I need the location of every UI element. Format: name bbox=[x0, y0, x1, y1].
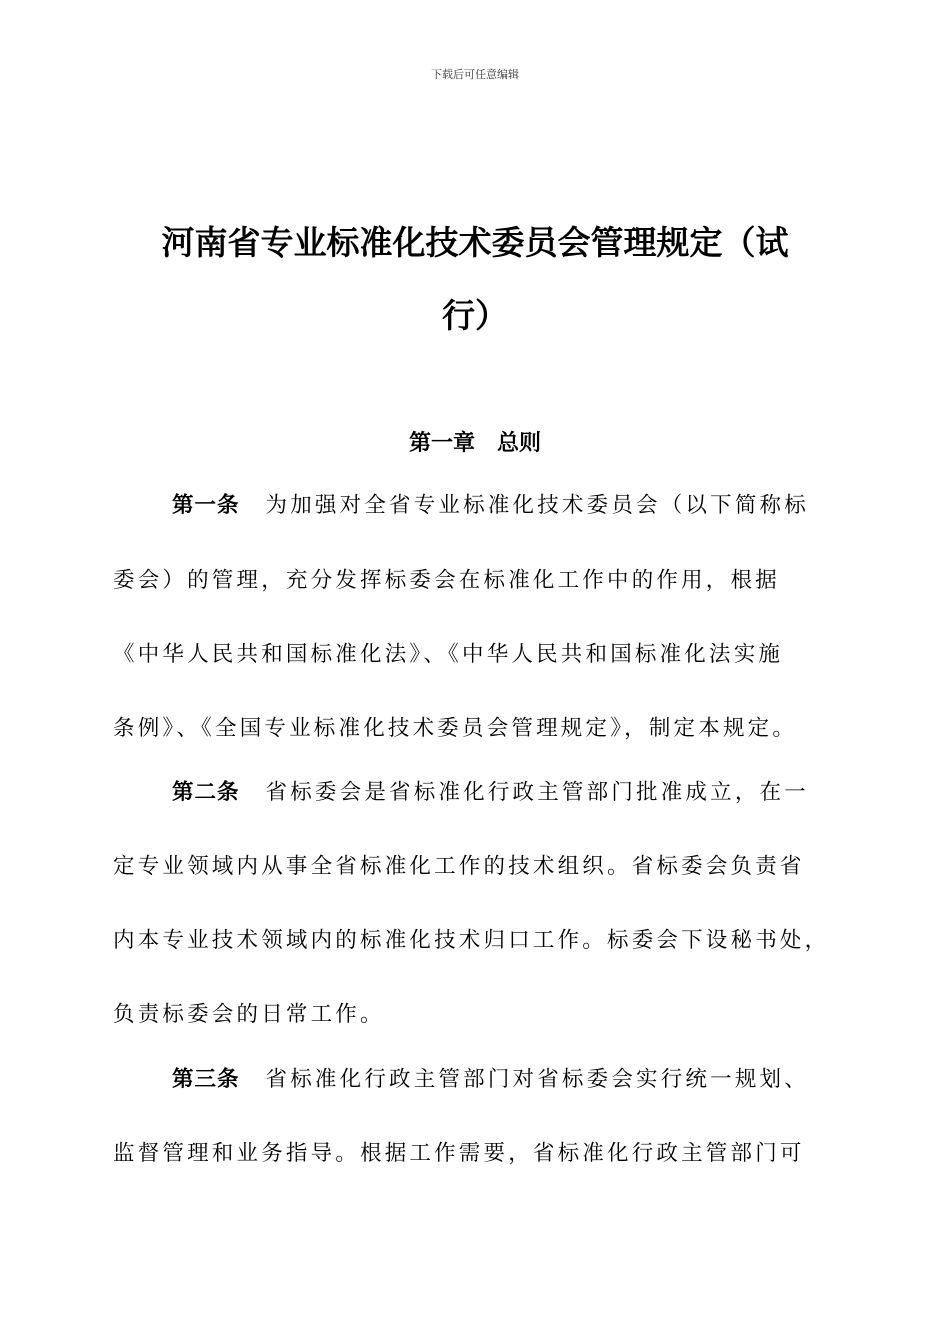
article-2-text: 省标委会是省标准化行政主管部门批准成立，在一 bbox=[265, 780, 809, 805]
chapter-heading: 第一章 总则 bbox=[408, 431, 541, 456]
article-2-line-4: 负责标委会的日常工作。 bbox=[113, 1002, 385, 1027]
article-1-line-2: 委会）的管理，充分发挥标委会在标准化工作中的作用，根据 bbox=[113, 568, 780, 593]
article-3-label: 第三条 bbox=[172, 1067, 240, 1092]
article-3-text: 省标准化行政主管部门对省标委会实行统一规划、 bbox=[265, 1067, 809, 1092]
document-title-line-2: 行） bbox=[442, 296, 508, 335]
article-1-line-1 bbox=[172, 488, 912, 519]
page-header-note: 下载后可任意编辑 bbox=[431, 68, 519, 81]
article-1-line-4: 条例》、《全国专业标准化技术委员会管理规定》，制定本规定。 bbox=[113, 716, 798, 741]
article-2-line-1 bbox=[172, 775, 912, 806]
article-3-line-2: 监督管理和业务指导。根据工作需要，省标准化行政主管部门可 bbox=[113, 1141, 805, 1166]
article-1-label: 第一条 bbox=[172, 493, 240, 518]
article-2-line-2: 定专业领域内从事全省标准化工作的技术组织。省标委会负责省 bbox=[113, 854, 805, 879]
article-1-text: 为加强对全省专业标准化技术委员会（以下简称标 bbox=[265, 493, 809, 518]
document-title-line-1: 河南省专业标准化技术委员会管理规定（试 bbox=[161, 223, 789, 262]
article-2-label: 第二条 bbox=[172, 780, 240, 805]
article-1-line-3: 《中华人民共和国标准化法》、《中华人民共和国标准化法实施 bbox=[113, 642, 784, 667]
article-3-line-1 bbox=[172, 1062, 912, 1093]
article-2-line-3: 内本专业技术领域内的标准化技术归口工作。标委会下设秘书处， bbox=[113, 928, 830, 953]
